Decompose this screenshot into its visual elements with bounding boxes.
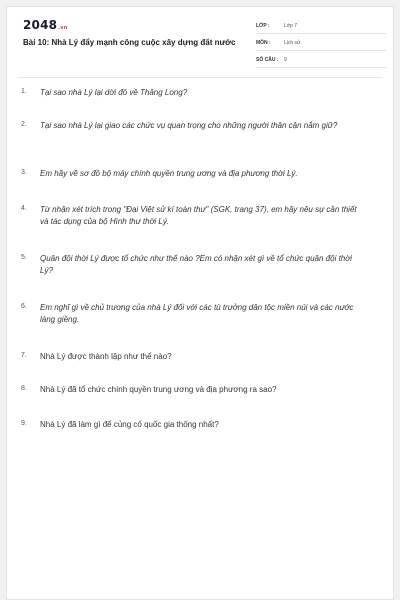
- question-number: 2.: [21, 121, 27, 128]
- question-text: Quân đội thời Lý được tổ chức như thế nào ?Em có nhận xét gì về tổ chức quân đội thời Lý?: [40, 254, 352, 275]
- worksheet-page: [6, 6, 394, 600]
- worksheet-header: [7, 7, 393, 73]
- logo-suffix: .vn: [58, 25, 68, 31]
- question-text: Nhà Lý đã làm gì để củng cố quốc gia thống nhất?: [40, 420, 219, 429]
- site-logo[interactable]: [23, 18, 68, 32]
- meta-value: Lớp 7: [284, 23, 298, 29]
- meta-row-subject: [256, 38, 386, 51]
- meta-row-class: [256, 21, 386, 34]
- question-text: Nhà Lý đã tổ chức chính quyền trung ương và địa phương ra sao?: [40, 385, 277, 394]
- meta-info: [256, 21, 386, 72]
- question-text: Em nghĩ gì về chủ trương của nhà Lý đối với các tù trưởng dân tộc miền núi và các nước láng giềng.: [40, 303, 354, 324]
- meta-key: MÔN :: [256, 40, 271, 46]
- question-number: 5.: [21, 254, 27, 261]
- question-text: Tại sao nhà Lý lại dời đô về Thăng Long?: [40, 88, 188, 97]
- meta-value: 9: [284, 57, 287, 63]
- question-number: 7.: [21, 352, 27, 359]
- question-number: 3.: [21, 169, 27, 176]
- question-text: Tại sao nhà Lý lại giao các chức vụ quan trọng cho những người thân cận nắm giữ?: [40, 121, 338, 130]
- question-number: 8.: [21, 385, 27, 392]
- question-number: 9.: [21, 420, 27, 427]
- question-text: Nhà Lý được thành lập như thế nào?: [40, 352, 172, 361]
- meta-key: SỐ CÂU :: [256, 57, 279, 63]
- header-divider: [17, 77, 383, 78]
- question-number: 4.: [21, 205, 27, 212]
- meta-value: Lịch sử: [284, 40, 301, 46]
- question-text: Em hãy vẽ sơ đồ bộ máy chính quyền trung ương và địa phương thời Lý.: [40, 169, 298, 178]
- meta-key: LỚP :: [256, 23, 270, 29]
- question-number: 6.: [21, 303, 27, 310]
- question-text: Từ nhận xét trích trong "Đại Việt sử kí toàn thư" (SGK, trang 37), em hãy nêu sự cần thiết và tác dụng của bộ Hình thư thời Lý.: [40, 205, 357, 226]
- logo-text: 2048: [23, 18, 58, 32]
- lesson-title: Bài 10: Nhà Lý đẩy mạnh công cuộc xây dựng đất nước: [23, 38, 236, 47]
- question-number: 1.: [21, 88, 27, 95]
- meta-row-count: [256, 55, 386, 68]
